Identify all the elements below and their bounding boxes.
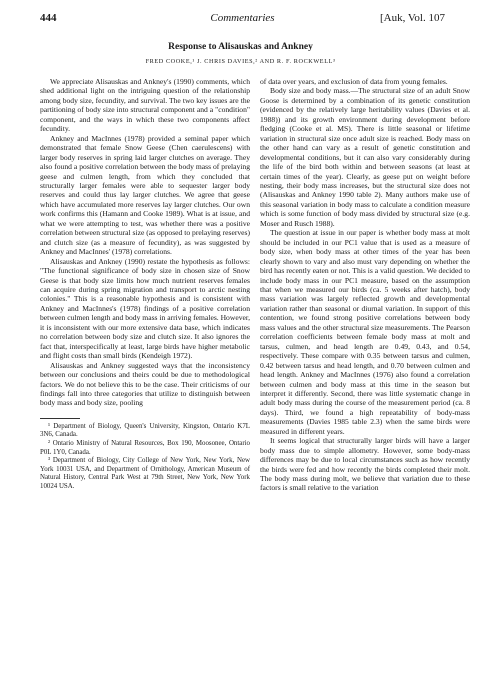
left-column: [40, 77, 250, 492]
footnote-rule: [40, 418, 80, 419]
page-number: 444: [40, 12, 57, 24]
volume-label: [Auk, Vol. 107: [380, 12, 445, 24]
paragraph: The question at issue in our paper is whether body mass at molt should be included in our PC1 value that is used as a measure of body size, when body mass at other times of the year has been clearly shown to vary and also must vary depending on whether the bird has recently eaten or not. This is a valid question. We decided to include body mass in our PC1 measure, based on the assumption that when we measured our birds (ca. 5 weeks after hatch), body mass variation was largely reflected growth and developmental variation rather than seasonal or diurnal variation. In support of this contention, we found strong positive correlations between body mass values and the other structural size measurements. The Pearson correlation coefficients between female body mass at molt and tarsus, culmen, and head length are 0.49, 0.43, and 0.54, respectively. These compare with 0.35 between tarsus and culmen, 0.42 between tarsus and head length, and 0.70 between culmen and head length. Ankney and MacInnes (1976) also found a correlation between culmen and body mass at this time in the season but interpret it differently. Second, there was little systematic change in adult body mass during the course of the measurement period (ca. 8 days). Third, we found a high repeatability of body-mass measurements (Davies 1985 table 2.3) when the same birds were measured in different years.: [260, 228, 470, 436]
journal-section: Commentaries: [210, 12, 275, 24]
paragraph: Body size and body mass.—The structural size of an adult Snow Goose is determined by a combination of its genetic constitution (evidenced by the relatively large heritability values (Davies et al. 1988)) and its growth environment during development before fledging (Cooke et al. MS). There is little seasonal or lifetime variation in structural size once adult size is reached. Body mass on the other hand can vary as a result of genetic constitution and developmental conditions, but it can also vary considerably during the life of the bird both within and between seasons (at least at certain times of the year). Clearly, as geese put on weight before nesting, their body mass increases, but the structural size does not (Alisauskas and Ankney 1990 table 2). Many authors make use of this seasonal variation in body mass to calculate a condition measure which is some function of body mass divided by structural size (e.g. Moser and Rusch 1988).: [260, 86, 470, 228]
right-column: [260, 77, 470, 493]
article-title: Response to Alisauskas and Ankney: [168, 42, 313, 52]
paragraph: It seems logical that structurally larger birds will have a larger body mass due to simple allometry. However, some body-mass differences may be due to local circumstances such as how recently the birds were fed and how recently the birds completed their molt. The body mass during molt, we believe that variation due to these factors is small relative to the variation: [260, 436, 470, 493]
footnotes: [40, 423, 250, 492]
footnote: ³ Department of Biology, City College of New York, New York, New York 10031 USA, and Department of Ornithology, American Museum of Natural History, Central Park West at 79th Street, New York, New York 10024 USA.: [40, 457, 250, 491]
paragraph: of data over years, and exclusion of data from young females.: [260, 77, 448, 86]
author-line: FRED COOKE,¹ J. CHRIS DAVIES,² AND R. F. ROCKWELL³: [145, 58, 336, 65]
footnote: ² Ontario Ministry of Natural Resources, Box 190, Moosonee, Ontario P0L 1Y0, Canada.: [40, 440, 250, 456]
paragraph: Alisauskas and Ankney (1990) restate the hypothesis as follows: "The functional significance of body size in chosen size of Snow Geese is that body size limits how much nutrient reserves females can acquire during spring migration and transport to arctic nesting colonies." This is a reasonable hypothesis and is consistent with Ankney and MacInnes's (1978) findings of a positive correlation between culmen length and body mass in arriving females. However, it is inconsistent with our more extensive data base, which indicates no correlation between body size and clutch size. It also ignores the fact that, interspecifically at least, large birds have higher metabolic and flight costs than small birds (Kendeigh 1972).: [40, 256, 250, 361]
running-header: [40, 12, 445, 26]
footnote: ¹ Department of Biology, Queen's University, Kingston, Ontario K7L 3N6, Canada.: [40, 422, 250, 439]
paragraph: We appreciate Alisauskas and Ankney's (1990) comments, which shed additional light on the intriguing question of the relationship among body size, fecundity, and survival. The two key issues are the partitioning of body size into structural component and a "condition" component, and the ways in which these two components affect fecundity.: [40, 77, 250, 134]
paragraph: Alisauskas and Ankney suggested ways that the inconsistency between our conclusions and theirs could be due to methodological factors. We do not believe this to be the case. Their criticisms of our findings fall into three categories that utilize to distinguish between body mass and body size, pooling: [40, 360, 250, 408]
paragraph: Ankney and MacInnes (1978) provided a seminal paper which demonstrated that female Snow Geese (Chen caerulescens) with larger body reserves in spring laid larger clutches on average. They also found a positive correlation between the body mass of prelaying geese and culmen length, from which they concluded that structurally larger females were able to sequester larger body reserves and could thus lay larger clutches. We agree that geese which have accumulated more reserves lay larger clutches. Our own work confirms this (Hamann and Cooke 1989). What is at issue, and what we were attempting to test, was whether there was a positive correlation between structural size (as opposed to prelaying reserves) and clutch size (as a measure of fecundity), as was suggested by Ankney and MacInnes' (1978) correlations.: [40, 133, 251, 257]
